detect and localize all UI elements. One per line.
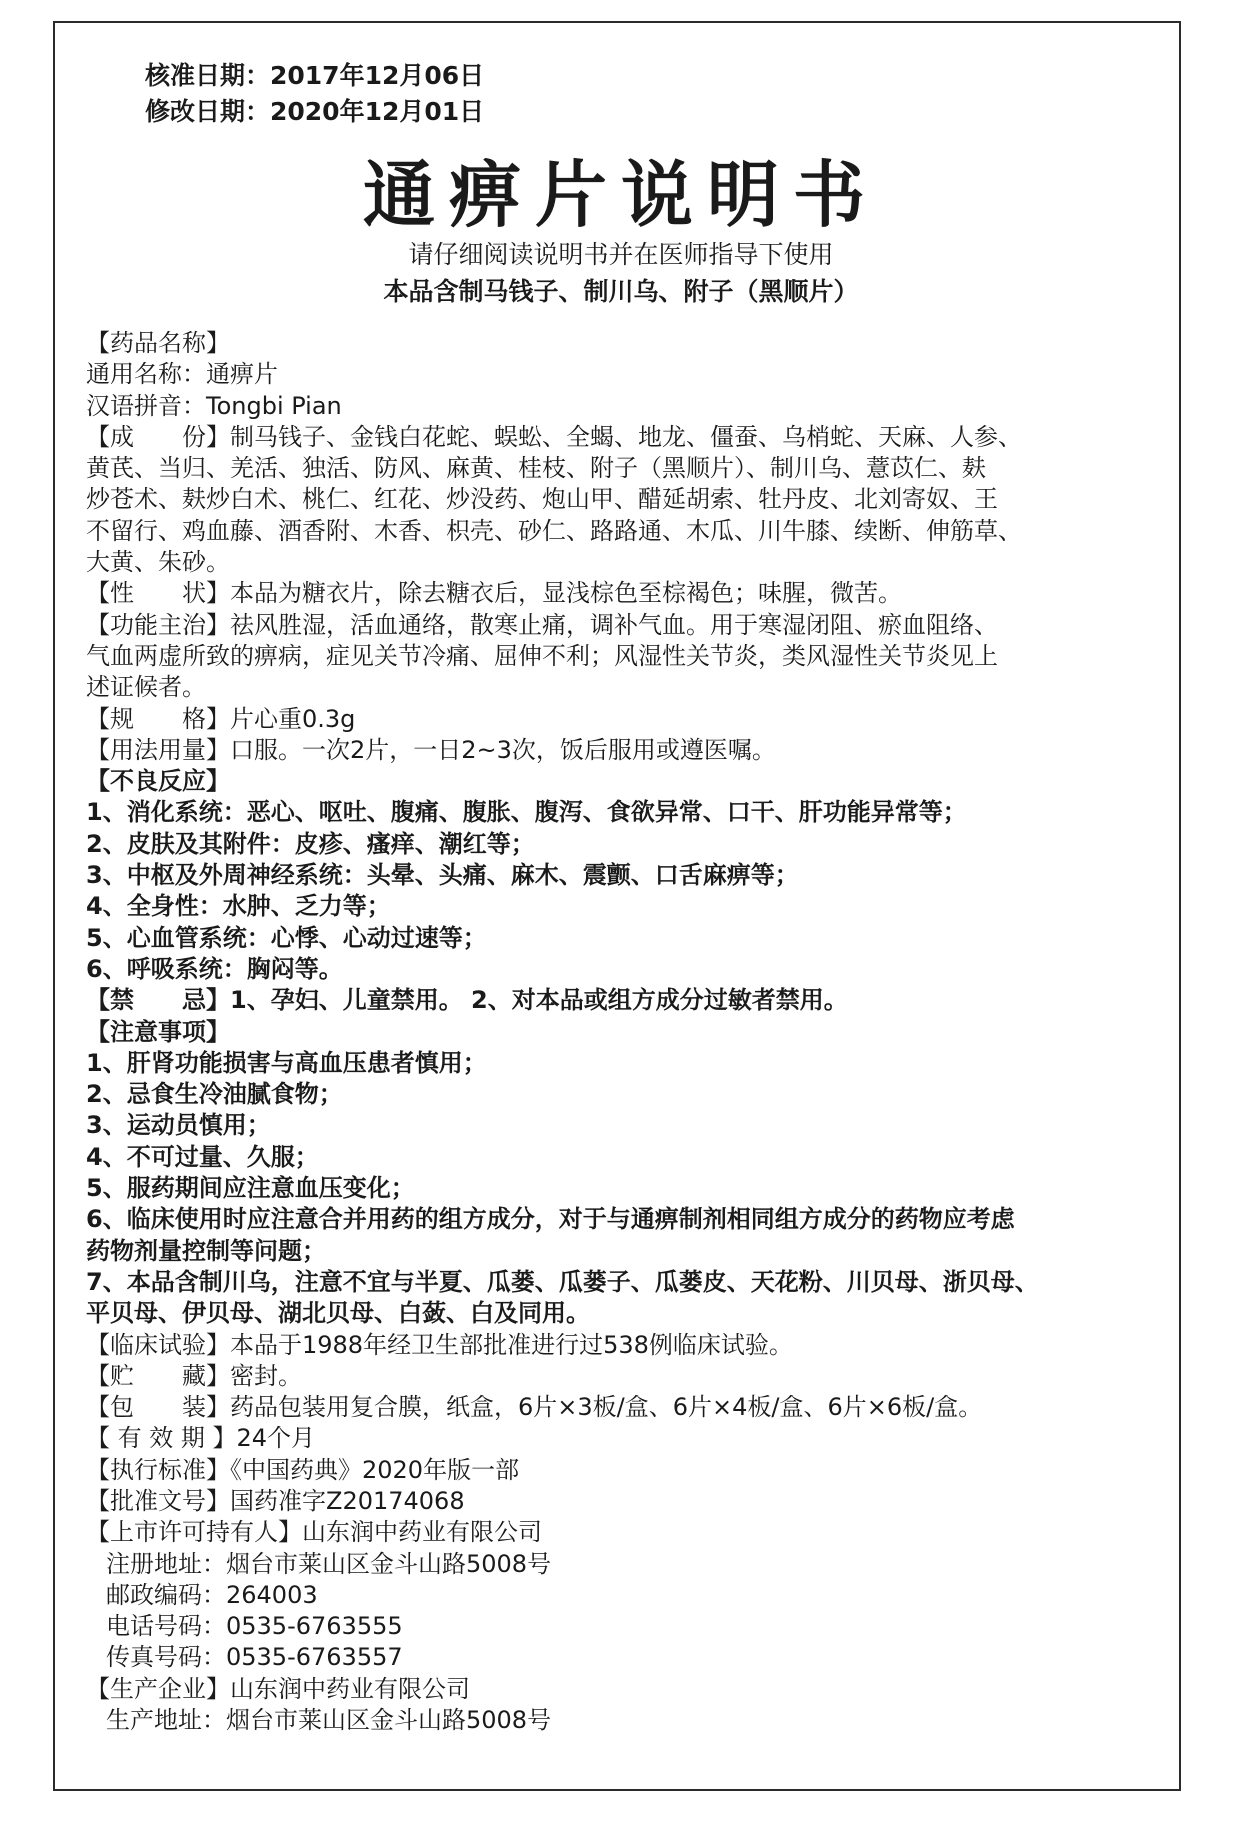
pinyin-name: 汉语拼音：Tongbi Pian [86, 391, 342, 420]
precautions-heading: 【注意事项】 [86, 1017, 230, 1046]
clinical-trial-line: 【临床试验】本品于1988年经卫生部批准进行过538例临床试验。 [86, 1330, 793, 1359]
precaution-item: 5、服药期间应注意血压变化； [86, 1174, 415, 1203]
description-line: 【性 状】本品为糖衣片，除去糖衣后，显浅棕色至棕褐色；味腥，微苦。 [86, 579, 902, 608]
dosage-line: 【用法用量】口服。一次2片，一日2~3次，饭后服用或遵医嘱。 [86, 735, 776, 764]
precaution-item: 平贝母、伊贝母、湖北贝母、白蔹、白及同用。 [86, 1299, 590, 1328]
precaution-item: 3、运动员慎用； [86, 1111, 271, 1140]
adverse-reaction-item: 2、皮肤及其附件：皮疹、瘙痒、潮红等； [86, 829, 535, 858]
leaflet-body [86, 328, 1166, 1736]
packaging-line: 【包 装】药品包装用复合膜，纸盒，6片×3板/盒、6片×4板/盒、6片×6板/盒。 [86, 1393, 983, 1422]
ingredients-line: 不留行、鸡血藤、酒香附、木香、枳壳、砂仁、路路通、木瓜、川牛膝、续断、伸筋草、 [86, 516, 1022, 545]
precaution-item: 4、不可过量、久服； [86, 1142, 319, 1171]
precaution-item: 6、临床使用时应注意合并用药的组方成分，对于与通痹制剂相同组方成分的药物应考虑 [86, 1205, 1015, 1234]
section-heading: 【药品名称】 [86, 329, 230, 357]
approval-number-line: 【批准文号】国药准字Z20174068 [86, 1486, 465, 1515]
ingredients-line: 炒苍术、麸炒白术、桃仁、红花、炒没药、炮山甲、醋延胡索、牡丹皮、北刘寄奴、王 [86, 485, 998, 514]
precaution-item: 1、肝肾功能损害与高血压患者慎用； [86, 1048, 487, 1077]
indications-line: 述证候者。 [86, 673, 206, 702]
license-holder-line: 【上市许可持有人】山东润中药业有限公司 [86, 1518, 542, 1547]
adverse-reaction-item: 5、心血管系统：心悸、心动过速等； [86, 923, 487, 952]
storage-line: 【贮 藏】密封。 [86, 1361, 302, 1390]
adverse-reactions-heading: 【不良反应】 [86, 767, 230, 796]
expiry-line: 【 有 效 期 】24个月 [86, 1424, 316, 1453]
indications-line: 【功能主治】祛风胜湿，活血通络，散寒止痛，调补气血。用于寒湿闭阻、瘀血阻络、 [86, 610, 998, 639]
standard-line: 【执行标准】《中国药典》2020年版一部 [86, 1455, 520, 1484]
document-title: 通痹片说明书 [362, 152, 879, 237]
ingredient-warning: 本品含制马钱子、制川乌、附子（黑顺片） [383, 277, 859, 306]
phone-number: 电话号码：0535-6763555 [106, 1612, 403, 1641]
contraindications-line: 【禁 忌】1、孕妇、儿童禁用。 2、对本品或组方成分过敏者禁用。 [86, 986, 848, 1015]
generic-name: 通用名称：通痹片 [86, 360, 278, 389]
approval-date: 核准日期：2017年12月06日 [145, 61, 485, 90]
date-block [145, 58, 484, 130]
adverse-reaction-item: 6、呼吸系统：胸闷等。 [86, 954, 343, 983]
precaution-item: 2、忌食生冷油腻食物； [86, 1080, 343, 1109]
precaution-item: 药物剂量控制等问题； [86, 1236, 326, 1265]
production-address: 生产地址：烟台市莱山区金斗山路5008号 [106, 1706, 552, 1735]
adverse-reaction-item: 4、全身性：水肿、乏力等； [86, 892, 391, 921]
precaution-item: 7、本品含制川乌，注意不宜与半夏、瓜蒌、瓜蒌子、瓜蒌皮、天花粉、川贝母、浙贝母、 [86, 1267, 1039, 1296]
subtitle: 请仔细阅读说明书并在医师指导下使用 [408, 240, 834, 269]
fax-number: 传真号码：0535-6763557 [106, 1643, 403, 1672]
adverse-reaction-item: 3、中枢及外周神经系统：头晕、头痛、麻木、震颤、口舌麻痹等； [86, 861, 799, 890]
indications-line: 气血两虚所致的痹病，症见关节冷痛、屈伸不利；风湿性关节炎，类风湿性关节炎见上 [86, 641, 998, 670]
ingredients-line: 大黄、朱砂。 [86, 548, 230, 577]
postal-code: 邮政编码：264003 [106, 1580, 318, 1609]
manufacturer-line: 【生产企业】山东润中药业有限公司 [86, 1674, 470, 1703]
revision-date: 修改日期：2020年12月01日 [145, 97, 485, 126]
adverse-reaction-item: 1、消化系统：恶心、呕吐、腹痛、腹胀、腹泻、食欲异常、口干、肝功能异常等； [86, 798, 967, 827]
ingredients-line: 黄芪、当归、羌活、独活、防风、麻黄、桂枝、附子（黑顺片）、制川乌、薏苡仁、麸 [86, 454, 986, 483]
registered-address: 注册地址：烟台市莱山区金斗山路5008号 [106, 1549, 552, 1578]
ingredients-line: 【成 份】制马钱子、金钱白花蛇、蜈蚣、全蝎、地龙、僵蚕、乌梢蛇、天麻、人参、 [86, 422, 1022, 451]
specification-line: 【规 格】片心重0.3g [86, 704, 356, 733]
